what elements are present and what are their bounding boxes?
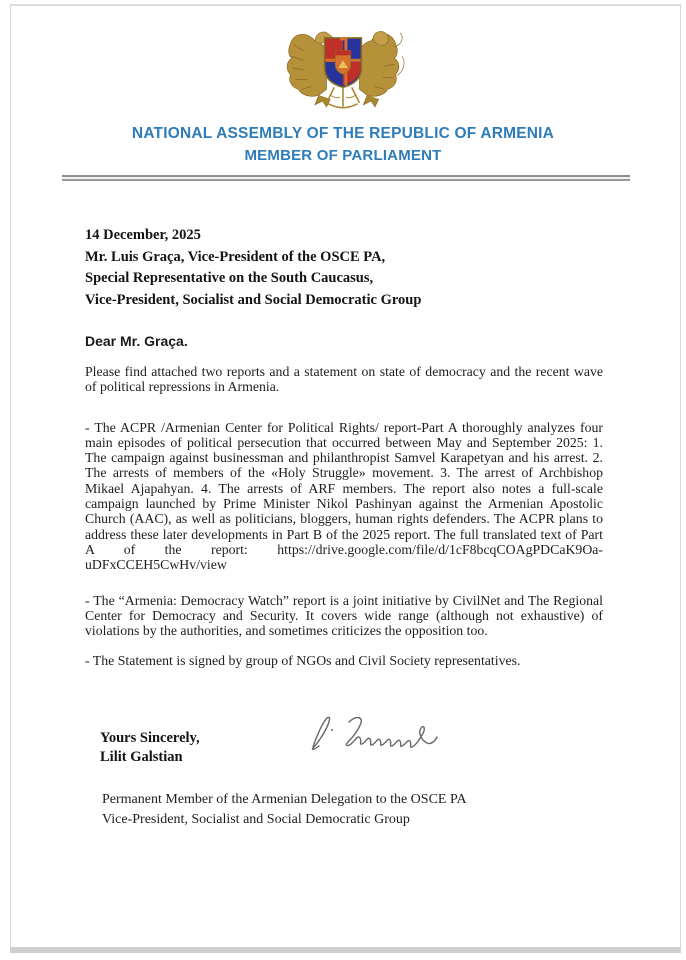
signer-name: Lilit Galstian	[100, 748, 183, 765]
paragraph-statement: - The Statement is signed by group of NGOs and Civil Society representatives.	[85, 653, 521, 669]
signature-block	[85, 729, 603, 775]
letterhead-divider	[62, 175, 630, 181]
paragraph-intro: Please find attached two reports and a statement on state of democracy and the recent wave of political repressions in Armenia.	[85, 364, 603, 395]
org-subtitle: MEMBER OF PARLIAMENT	[244, 147, 442, 164]
valediction: Yours Sincerely, Lilit Galstian	[100, 729, 603, 767]
salutation: Dear Mr. Graça.	[85, 333, 188, 349]
recipient-line: Mr. Luis Graça, Vice-President of the OSCE PA,	[85, 248, 386, 265]
recipient-line: Special Representative on the South Caucasus,	[85, 270, 374, 286]
closing-titles	[102, 790, 603, 831]
recipient-line: Vice-President, Socialist and Social Democratic Group	[85, 291, 422, 308]
handwritten-signature	[303, 707, 443, 757]
paragraph-democracy-watch: - The “Armenia: Democracy Watch” report is a joint initiative by CivilNet and The Regional Center for Democracy and Security. It covers wide range (although not exhaustive) of violations by the authorities, and sometimes criticizes the opposition too.	[85, 592, 603, 639]
letter-body	[85, 225, 603, 831]
letterhead	[0, 0, 686, 164]
closing-title-line: Permanent Member of the Armenian Delegation to the OSCE PA	[102, 791, 467, 807]
date-and-recipient-block	[85, 225, 603, 311]
armenia-coat-of-arms-icon	[280, 21, 406, 115]
letter-date: 14 December, 2025	[85, 227, 201, 243]
org-name: NATIONAL ASSEMBLY OF THE REPUBLIC OF ARMENIA	[131, 125, 555, 142]
paragraph-acpr-report: - The ACPR /Armenian Center for Political Rights/ report-Part A thoroughly analyzes four main episodes of political persecution that occurred between May and September 2025: 1. The campaign against businessman and philanthropist Samvel Karapetyan and his arrest. 2. The arrests of members of the «Holy Struggle» movement. 3. The arrest of Archbishop Mikael Ajapahyan. 4. The arrests of ARF members. The report also notes a full-scale campaign launched by Prime Minister Nikol Pashinyan against the Armenian Apostolic Church (AAC), as well as politicians, bloggers, human rights defenders. The ACPR plans to address these later developments in Part B of the 2025 report. The full translated text of Part A of the report: https://drive.google.com/file/d/1cF8bcqCOAgPDCaK9Oa-uDFxCCEH5CwHv/view	[85, 419, 603, 573]
closing-title-line: Vice-President, Socialist and Social Democratic Group	[102, 812, 410, 828]
